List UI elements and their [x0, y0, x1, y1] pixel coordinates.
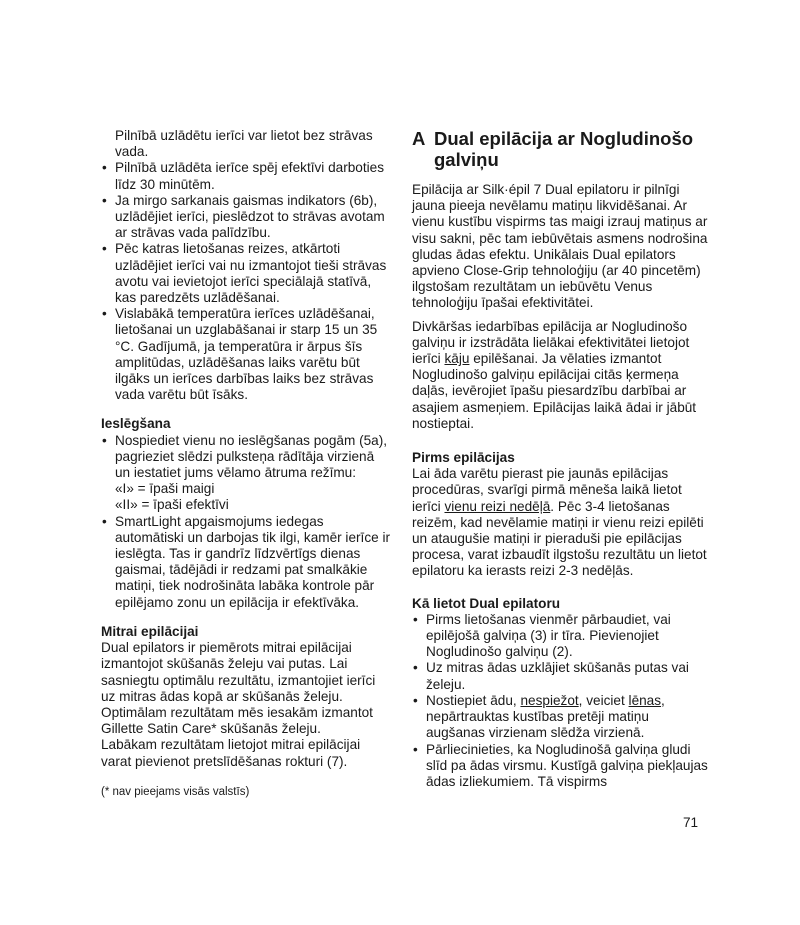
switch-on-text: Nospiediet vienu no ieslēgšanas pogām (5a), pagrieziet slēdzi pulksteņa rādītāja virzienā un iestatiet jums vēlamo ātruma režīmu:: [115, 432, 388, 481]
list-item: • Pēc katras lietošanas reizes, atkārtoti uzlādējiet ierīci vai nu izmantojot tieši strāvas avotu vai ievietojot ierīci speciālajā statīvā, kas paredzēts uzlādēšanai.: [101, 241, 391, 306]
speed-mode-1: «I» = īpaši maigi: [115, 481, 215, 497]
intro-paragraph: Epilācija ar Silk·épil 7 Dual epilatoru ir pilnīgi jauna pieeja nevēlamu matiņu likvidēšanai. Ar vienu kustību vispirms tas maigi izrauj matiņus ar visu sakni, pēc tam iebūvētais asmens nodrošina gludas ādas efektu. Unikālais Dual epilators apvieno Close-Grip tehnoloģiju (ar 40 pincetēm) ilgstošam rezultātam un iebūvētu Venus tehnoloģiju īpašai efektivitātei.: [412, 182, 708, 311]
underlined-text: kāju: [444, 351, 470, 367]
how-to-list: [412, 612, 708, 790]
double-action-paragraph: [412, 319, 708, 432]
text-span: Lai āda varētu pierast pie jaunās epilācijas procedūras, svarīgi pirmā mēneša laikā lietot ierīci: [412, 466, 682, 514]
underlined-text: nespiežot: [520, 692, 579, 708]
list-item: • SmartLight apgaismojums iedegas automātiski un darbojas tik ilgi, kamēr ierīce ir ieslēgta. Tas ir gandrīz līdzvērtīgs dienas gaismai, tādējādi ir redzami pat smalkākie matiņi, tiek nodrošināta labāka kontrole pār epilējamo zonu un epilācija ir efektīvāka.: [101, 514, 391, 611]
section-title-line1: Dual epilācija ar Nogludinošo: [434, 128, 694, 149]
section-letter: A: [412, 128, 426, 149]
speed-mode-2: «II» = īpaši efektīvi: [115, 497, 229, 513]
section-title: [412, 128, 708, 170]
before-paragraph: [412, 466, 708, 579]
list-item: • Uz mitras ādas uzklājiet skūšanās putas vai želeju.: [412, 660, 708, 692]
wet-paragraph-2: Labākam rezultātam lietojot mitrai epilācijai varat pievienot pretslīdēšanas rokturi (7).: [101, 737, 361, 769]
text-span: epilēšanai. Ja vēlaties izmantot Nogludinošo galviņu epilācijai citās ķermeņa daļās, ievērojiet īpašu piesardzību darbībai ar asajiem asmeņiem. Epilācijas laikā ādai ir jābūt nostieptai.: [412, 351, 697, 431]
text-span: . Pēc 3-4 lietošanas reizēm, kad nevēlamie matiņi ir vienu reizi epilēti un ataugušie matiņi ir pieraduši pie epilācijas procesa, varat izbaudīt ilgstošu rezultātu un lietot epilatoru ka ierasts reizi 2-3 nedēļās.: [412, 498, 707, 579]
wet-paragraph-1: Dual epilators ir piemērots mitrai epilācijai izmantojot skūšanās želeju vai putas. Lai sasniegtu optimālu rezultātu, izmantojiet ierīci uz mitras ādas kopā ar skūšanās želeju. Optimālam rezultātam mēs iesakām izmantot Gillette Satin Care* skūšanās želeju.: [101, 640, 376, 737]
heading-wet-epilation: Mitrai epilācijai: [101, 623, 199, 639]
text-span: , nepārtrauktas kustības pretēji matiņu augšanas virzienam slēdža virzienā.: [426, 692, 665, 741]
list-item: • Ja mirgo sarkanais gaismas indikators (6b), uzlādējiet ierīci, pieslēdzot to strāvas avotam ar strāvas vada palīdzību.: [101, 193, 391, 242]
switching-list: [101, 433, 391, 611]
left-column: [101, 128, 391, 800]
list-item: [101, 433, 391, 514]
list-item: • Pirms lietošanas vienmēr pārbaudiet, vai epilējošā galviņa (3) ir tīra. Pievienojiet Nogludinošo galviņu (2).: [412, 612, 708, 661]
underlined-text: vienu reizi nedēļā: [444, 498, 551, 514]
charging-list: [101, 160, 391, 403]
heading-switching-on: Ieslēgšana: [101, 416, 171, 432]
text-span: Nostiepiet ādu,: [426, 692, 521, 708]
underlined-text: lēnas: [628, 692, 662, 708]
heading-before-epilation: Pirms epilācijas: [412, 450, 515, 466]
right-column: [412, 128, 708, 790]
list-item: • Pārliecinieties, ka Nogludinošā galviņa gludi slīd pa ādas virsmu. Kustīgā galviņa piekļaujas ādas izliekumiem. Tā vispirms: [412, 742, 708, 791]
heading-how-to-use: Kā lietot Dual epilatoru: [412, 595, 561, 611]
footnote: (* nav pieejams visās valstīs): [101, 785, 250, 798]
list-item: • Pilnībā uzlādēta ierīce spēj efektīvi darboties līdz 30 minūtēm.: [101, 160, 391, 192]
list-item: [412, 693, 708, 742]
list-item: • Vislabākā temperatūra ierīces uzlādēšanai, lietošanai un uzglabāšanai ir starp 15 un 35 °C. Gadījumā, ja temperatūra ir ārpus šīs amplitūdas, uzlādēšanas laiks varētu būt ilgāks un ierīces darbības laiks bez strāvas vada varētu būt īsāks.: [101, 306, 391, 403]
page-number: 71: [683, 815, 699, 830]
intro-text: Pilnībā uzlādētu ierīci var lietot bez strāvas vada.: [115, 128, 373, 160]
section-title-line2: galviņu: [434, 149, 499, 170]
text-span: , veiciet: [578, 692, 629, 708]
text-span: Divkāršas iedarbības epilācija ar Nogludinošo galviņu ir izstrādāta lielākai efektivitātei lietojot ierīci: [412, 318, 690, 367]
